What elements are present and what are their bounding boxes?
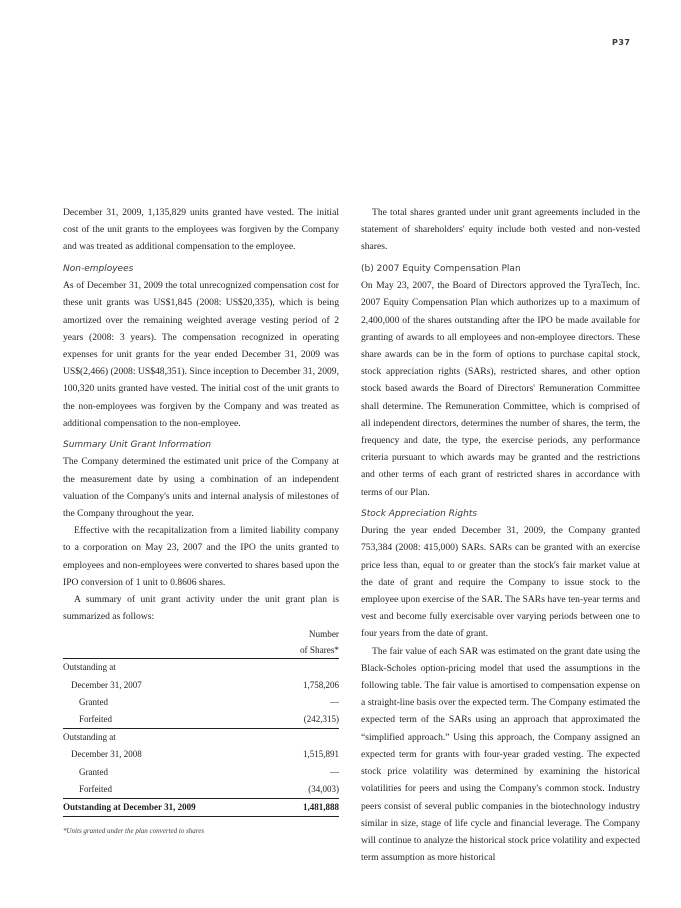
right-column [361, 204, 640, 866]
row-label: Outstanding at December 31, 2009 [63, 799, 276, 817]
row-label: Outstanding at [63, 729, 276, 747]
summary-heading: Summary Unit Grant Information [63, 439, 212, 450]
intro-paragraph: December 31, 2009, 1,135,829 units granted have vested. The initial cost of the unit grants to the employees was forgiven by the Company and was treated as additional compensation to the employee. [63, 207, 339, 253]
row-label: Granted [79, 696, 108, 707]
row-value: — [330, 766, 339, 777]
sar-paragraph-1: During the year ended December 31, 2009, the Company granted 753,384 (2008: 415,000) SARs. SARs can be granted with an exercise price less than, equal to or greater than the stock's fair market value at the date of grant and require the Company to issue stock to the employee upon exercise of the SAR. The SARs have ten-year terms and vest and become fully exercisable over varying periods between one to four years from the date of grant. [361, 525, 640, 640]
table-row [63, 694, 339, 711]
table-row [63, 659, 339, 677]
non-employees-paragraph: As of December 31, 2009 the total unrecognized compensation cost for these unit grants was US$1,845 (2008: US$20,335), which is being amortized over the remaining weighted average vesting period of 2 years (2008: 3 years). The compensation recognized in operating expenses for unit grants for the year ended December 31, 2009 was US$(2,466) (2008: US$48,351). Since inception to December 31, 2009, 100,320 units granted have vested. The initial cost of the unit grants to the non-employees was forgiven by the Company and was treated as additional compensation to the non-employee. [63, 280, 339, 429]
row-value: (242,315) [303, 714, 339, 725]
row-value: (34,003) [308, 783, 339, 794]
row-value: 1,481,888 [276, 799, 339, 817]
table-row [63, 781, 339, 799]
unit-grant-table [63, 627, 339, 817]
sar-paragraph-2: The fair value of each SAR was estimated on the grant date using the Black-Scholes option-pricing model that used the assumptions in the following table. The fair value is amortised to compensation expense on a straight-line basis over the expected term. The Company estimated the expected term of the SARs using an approach that approximated the “simplified approach.” Using this approach, the Company assigned an expected term for grants with four-year graded vesting. The expected stock price volatility was determined by examining the historical volatilities for peers and using the Company's common stock. Industry peers consist of several public companies in the biotechnology industry similar in size, stage of life cycle and financial leverage. The Company will continue to analyze the historical stock price volatility and expected term assumption as more historical [361, 645, 640, 864]
row-value [276, 659, 339, 677]
row-value: 1,515,891 [303, 749, 339, 760]
table-header-shares: of Shares* [299, 644, 339, 655]
table-header-number: Number [308, 629, 339, 640]
table-row [63, 711, 339, 729]
row-label: Granted [79, 766, 108, 777]
row-value: 1,758,206 [303, 679, 339, 690]
summary-paragraph-3: A summary of unit grant activity under the unit grant plan is summarized as follows: [63, 594, 339, 623]
total-shares-paragraph: The total shares granted under unit grant agreements included in the statement of shareholders' equity include both vested and non-vested shares. [361, 207, 640, 253]
row-value [276, 729, 339, 747]
row-label: December 31, 2008 [71, 749, 142, 760]
summary-paragraph-2: Effective with the recapitalization from a limited liability company to a corporation on May 23, 2007 and the IPO the units granted to employees and non-employees were converted to shares based upon the IPO conversion of 1 unit to 0.8606 shares. [63, 525, 339, 588]
summary-paragraph-1: The Company determined the estimated unit price of the Company at the measurement date by using a combination of an independent valuation of the Company's units and internal analysis of milestones of the Company throughout the year. [63, 456, 339, 520]
page-number: P37 [612, 38, 631, 47]
row-value: — [330, 696, 339, 707]
row-label: Forfeited [79, 714, 112, 725]
table-footnote: *Units granted under the plan converted to shares [63, 827, 205, 836]
table-header [276, 627, 339, 659]
equity-plan-heading: (b) 2007 Equity Compensation Plan [361, 263, 521, 274]
row-label: Forfeited [79, 783, 112, 794]
table-row [63, 729, 339, 747]
table-total-row [63, 799, 339, 817]
table-row [63, 746, 339, 763]
row-label: December 31, 2007 [71, 679, 142, 690]
table-row [63, 677, 339, 694]
sar-heading: Stock Appreciation Rights [361, 508, 478, 519]
left-column [63, 204, 339, 841]
row-label: Outstanding at [63, 659, 276, 677]
equity-plan-paragraph: On May 23, 2007, the Board of Directors approved the TyraTech, Inc. 2007 Equity Compensation Plan which authorizes up to a maximum of 2,400,000 of the shares outstanding after the IPO be made available for granting of awards to all employees and non-employee directors. These share awards can be in the form of options to purchase capital stock, stock appreciation rights (SARs), restricted shares, and other option stock based awards the Board of Directors' Remuneration Committee shall determine. The Remuneration Committee, which is comprised of all independent directors, determines the number of shares, the term, the frequency and date, the type, the exercise periods, any performance criteria pursuant to which awards may be granted and the restrictions and other terms of each grant of restricted shares in accordance with terms of our Plan. [361, 280, 640, 498]
non-employees-heading: Non-employees [63, 263, 134, 274]
table-row [63, 764, 339, 781]
